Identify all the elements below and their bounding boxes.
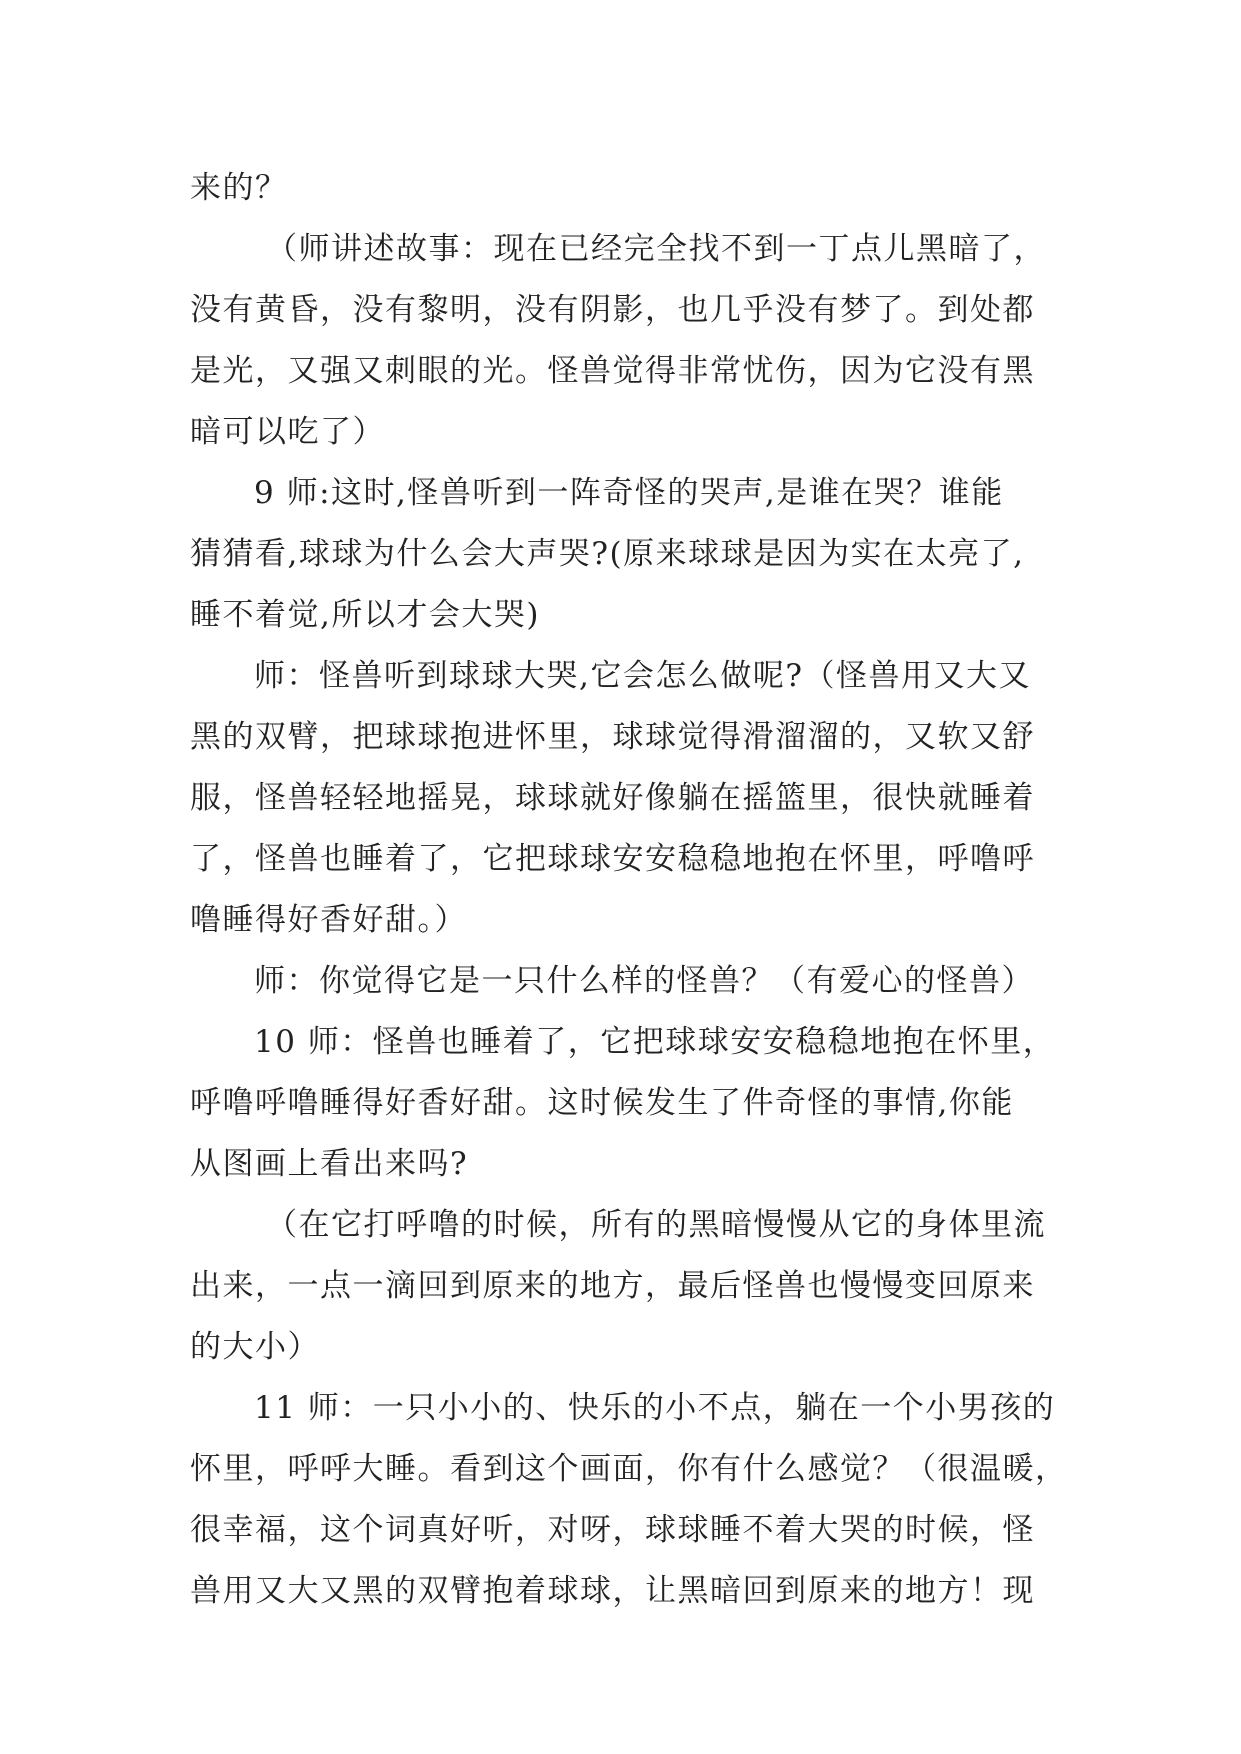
text-line: 没有黄昏，没有黎明，没有阴影，也几乎没有梦了。到处都 bbox=[190, 292, 1035, 328]
text-line: 兽用又大又黑的双臂抱着球球，让黑暗回到原来的地方！现 bbox=[190, 1573, 1035, 1609]
text-line: 怀里，呼呼大睡。看到这个画面，你有什么感觉？（很温暖， bbox=[190, 1451, 1068, 1487]
text-line: 了，怪兽也睡着了，它把球球安安稳稳地抱在怀里，呼噜呼 bbox=[190, 841, 1035, 877]
text-line: 暗可以吃了） bbox=[190, 414, 385, 450]
text-line: 出来，一点一滴回到原来的地方，最后怪兽也慢慢变回原来 bbox=[190, 1268, 1035, 1304]
text-line: 从图画上看出来吗? bbox=[190, 1146, 469, 1182]
text-line: 呼噜呼噜睡得好香好甜。这时候发生了件奇怪的事情,你能 bbox=[190, 1085, 1014, 1121]
text-line: 猜猜看,球球为什么会大声哭?(原来球球是因为实在太亮了, bbox=[190, 536, 1025, 572]
text-line: 10 师：怪兽也睡着了，它把球球安安稳稳地抱在怀里， bbox=[254, 1024, 1056, 1060]
text-line: 师：你觉得它是一只什么样的怪兽？（有爱心的怪兽） bbox=[254, 963, 1034, 999]
text-line: 噜睡得好香好甜。） bbox=[190, 902, 467, 938]
text-line: 来的？ bbox=[190, 170, 288, 206]
document-body bbox=[190, 158, 1068, 1622]
text-line: 服，怪兽轻轻地摇晃，球球就好像躺在摇篮里，很快就睡着 bbox=[190, 780, 1035, 816]
text-line: 的大小） bbox=[190, 1329, 320, 1365]
text-line: 黑的双臂，把球球抱进怀里，球球觉得滑溜溜的，又软又舒 bbox=[190, 719, 1035, 755]
text-line: 师：怪兽听到球球大哭,它会怎么做呢?（怪兽用又大又 bbox=[254, 658, 1031, 694]
text-line: 睡不着觉,所以才会大哭) bbox=[190, 597, 540, 633]
text-line: 很幸福，这个词真好听，对呀，球球睡不着大哭的时候，怪 bbox=[190, 1512, 1035, 1548]
text-line: 是光，又强又刺眼的光。怪兽觉得非常忧伤，因为它没有黑 bbox=[190, 353, 1035, 389]
text-line: 9 师:这时,怪兽听到一阵奇怪的哭声,是谁在哭？谁能 bbox=[254, 475, 1004, 511]
text-line: 11 师：一只小小的、快乐的小不点，躺在一个小男孩的 bbox=[254, 1390, 1056, 1426]
text-line: （师讲述故事：现在已经完全找不到一丁点儿黑暗了， bbox=[266, 231, 1046, 267]
text-line: （在它打呼噜的时候，所有的黑暗慢慢从它的身体里流 bbox=[266, 1207, 1046, 1243]
